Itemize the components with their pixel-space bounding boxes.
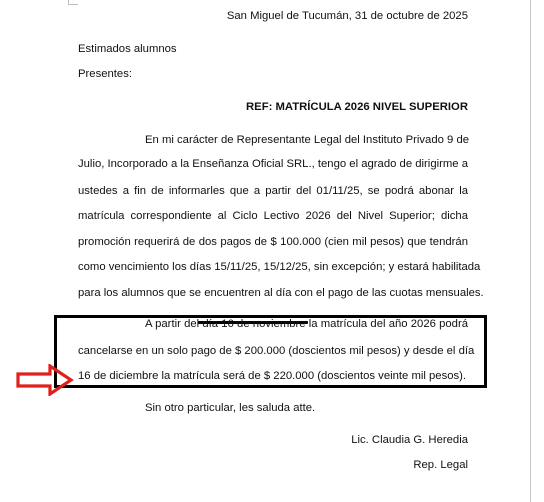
paragraph1-line: promoción requerirá de dos pagos de $ 100.000 (cien mil pesos) que tendrán — [78, 236, 468, 248]
page-edge — [530, 0, 531, 502]
paragraph1-line: En mi carácter de Representante Legal del Instituto Privado 9 de — [145, 134, 470, 146]
paragraph2-line: A partir del día 16 de noviembre la matrícula del año 2026 podrá — [145, 318, 468, 330]
paragraph2-line: 16 de diciembre la matrícula será de $ 220.000 (doscientos veinte mil pesos). — [78, 370, 467, 382]
paragraph1-line: como vencimiento los días 15/11/25, 15/12/25, sin excepción; y estará habilitada — [78, 261, 481, 273]
paragraph1-line: ustedes a fin de informarles que a partir del 01/11/25, se podrá abonar la — [78, 185, 468, 197]
reference-line: REF: MATRÍCULA 2026 NIVEL SUPERIOR — [246, 101, 468, 113]
paragraph1-line: Julio, Incorporado a la Enseñanza Oficial SRL., tengo el agrado de dirigirme a — [78, 158, 468, 170]
paragraph1-line: matrícula correspondiente al Ciclo Lectivo 2026 del Nivel Superior; dicha — [78, 210, 468, 222]
greeting-presentes: Presentes: — [78, 68, 133, 80]
signature-name: Lic. Claudia G. Heredia — [351, 434, 468, 446]
signature-role: Rep. Legal — [413, 459, 468, 471]
closing-line: Sin otro particular, les saluda atte. — [145, 402, 316, 414]
paragraph1-line: para los alumnos que se encuentren al día con el pago de las cuotas mensuales. — [78, 287, 484, 299]
place-date: San Miguel de Tucumán, 31 de octubre de 2025 — [226, 10, 468, 22]
paragraph2-line: cancelarse en un solo pago de $ 200.000 (doscientos mil pesos) y desde el día — [78, 345, 475, 357]
red-arrow-icon — [16, 364, 74, 396]
greeting-line: Estimados alumnos — [78, 43, 177, 55]
page-corner-mark — [68, 0, 78, 5]
